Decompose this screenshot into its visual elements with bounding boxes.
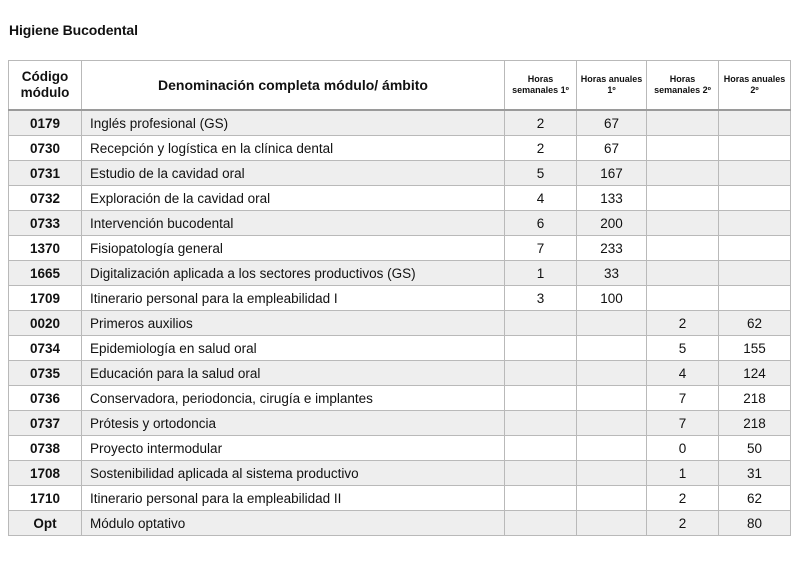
table-row xyxy=(9,311,791,336)
weekly-hours-1-cell xyxy=(505,336,577,361)
module-code-cell: 0738 xyxy=(9,436,82,461)
weekly-hours-2-cell: 2 xyxy=(647,486,719,511)
annual-hours-2-cell xyxy=(719,186,791,211)
page-title: Higiene Bucodental xyxy=(9,22,138,38)
module-code-cell: 0735 xyxy=(9,361,82,386)
annual-hours-2-cell: 218 xyxy=(719,386,791,411)
module-code-cell: 0731 xyxy=(9,161,82,186)
table-row xyxy=(9,161,791,186)
module-name-cell: Educación para la salud oral xyxy=(82,361,505,386)
module-name-cell: Fisiopatología general xyxy=(82,236,505,261)
table-row xyxy=(9,136,791,161)
table-header-row xyxy=(9,61,791,111)
annual-hours-2-cell: 50 xyxy=(719,436,791,461)
annual-hours-1-cell xyxy=(577,361,647,386)
annual-hours-1-cell: 67 xyxy=(577,110,647,136)
annual-hours-2-cell xyxy=(719,236,791,261)
table-row xyxy=(9,361,791,386)
module-name-cell: Estudio de la cavidad oral xyxy=(82,161,505,186)
module-name-cell: Primeros auxilios xyxy=(82,311,505,336)
table-row xyxy=(9,436,791,461)
weekly-hours-2-cell xyxy=(647,211,719,236)
table-row xyxy=(9,110,791,136)
module-name-cell: Epidemiología en salud oral xyxy=(82,336,505,361)
weekly-hours-1-cell xyxy=(505,311,577,336)
weekly-hours-2-cell: 5 xyxy=(647,336,719,361)
annual-hours-2-cell: 62 xyxy=(719,311,791,336)
weekly-hours-2-cell: 2 xyxy=(647,511,719,536)
header-weekly-1: Horas semanales 1º xyxy=(505,61,577,111)
module-code-cell: 1370 xyxy=(9,236,82,261)
annual-hours-2-cell xyxy=(719,136,791,161)
header-annual-1: Horas anuales 1º xyxy=(577,61,647,111)
annual-hours-2-cell xyxy=(719,261,791,286)
weekly-hours-2-cell xyxy=(647,186,719,211)
weekly-hours-2-cell: 1 xyxy=(647,461,719,486)
weekly-hours-2-cell xyxy=(647,110,719,136)
header-code: Código módulo xyxy=(9,61,82,111)
weekly-hours-2-cell xyxy=(647,236,719,261)
weekly-hours-1-cell: 2 xyxy=(505,136,577,161)
table-row xyxy=(9,386,791,411)
annual-hours-2-cell xyxy=(719,211,791,236)
module-code-cell: Opt xyxy=(9,511,82,536)
module-name-cell: Conservadora, periodoncia, cirugía e implantes xyxy=(82,386,505,411)
annual-hours-1-cell xyxy=(577,486,647,511)
weekly-hours-2-cell xyxy=(647,136,719,161)
annual-hours-2-cell xyxy=(719,161,791,186)
annual-hours-2-cell xyxy=(719,286,791,311)
annual-hours-1-cell: 33 xyxy=(577,261,647,286)
annual-hours-1-cell xyxy=(577,511,647,536)
table-row xyxy=(9,211,791,236)
weekly-hours-1-cell: 4 xyxy=(505,186,577,211)
annual-hours-2-cell xyxy=(719,110,791,136)
table-row xyxy=(9,336,791,361)
weekly-hours-1-cell: 7 xyxy=(505,236,577,261)
weekly-hours-2-cell: 7 xyxy=(647,386,719,411)
header-annual-2: Horas anuales 2º xyxy=(719,61,791,111)
weekly-hours-2-cell: 4 xyxy=(647,361,719,386)
module-name-cell: Exploración de la cavidad oral xyxy=(82,186,505,211)
weekly-hours-1-cell xyxy=(505,411,577,436)
weekly-hours-1-cell: 3 xyxy=(505,286,577,311)
weekly-hours-1-cell xyxy=(505,511,577,536)
annual-hours-2-cell: 62 xyxy=(719,486,791,511)
module-name-cell: Proyecto intermodular xyxy=(82,436,505,461)
weekly-hours-2-cell: 0 xyxy=(647,436,719,461)
module-name-cell: Itinerario personal para la empleabilidad II xyxy=(82,486,505,511)
weekly-hours-1-cell xyxy=(505,386,577,411)
module-code-cell: 0179 xyxy=(9,110,82,136)
table-row xyxy=(9,186,791,211)
annual-hours-1-cell xyxy=(577,411,647,436)
module-code-cell: 0736 xyxy=(9,386,82,411)
module-name-cell: Recepción y logística en la clínica dental xyxy=(82,136,505,161)
annual-hours-1-cell: 133 xyxy=(577,186,647,211)
annual-hours-2-cell: 218 xyxy=(719,411,791,436)
module-code-cell: 1710 xyxy=(9,486,82,511)
annual-hours-1-cell: 167 xyxy=(577,161,647,186)
table-row xyxy=(9,511,791,536)
module-name-cell: Prótesis y ortodoncia xyxy=(82,411,505,436)
module-name-cell: Digitalización aplicada a los sectores productivos (GS) xyxy=(82,261,505,286)
module-name-cell: Módulo optativo xyxy=(82,511,505,536)
annual-hours-1-cell xyxy=(577,311,647,336)
annual-hours-1-cell: 67 xyxy=(577,136,647,161)
weekly-hours-1-cell: 6 xyxy=(505,211,577,236)
table-body xyxy=(9,110,791,536)
module-code-cell: 0737 xyxy=(9,411,82,436)
annual-hours-1-cell xyxy=(577,461,647,486)
annual-hours-1-cell xyxy=(577,386,647,411)
table-row xyxy=(9,236,791,261)
module-code-cell: 0732 xyxy=(9,186,82,211)
weekly-hours-1-cell xyxy=(505,461,577,486)
weekly-hours-2-cell xyxy=(647,261,719,286)
weekly-hours-1-cell: 5 xyxy=(505,161,577,186)
module-name-cell: Intervención bucodental xyxy=(82,211,505,236)
module-code-cell: 0730 xyxy=(9,136,82,161)
annual-hours-1-cell: 200 xyxy=(577,211,647,236)
module-code-cell: 1708 xyxy=(9,461,82,486)
weekly-hours-1-cell: 2 xyxy=(505,110,577,136)
module-name-cell: Itinerario personal para la empleabilidad I xyxy=(82,286,505,311)
annual-hours-2-cell: 124 xyxy=(719,361,791,386)
table-row xyxy=(9,411,791,436)
weekly-hours-1-cell: 1 xyxy=(505,261,577,286)
module-code-cell: 0020 xyxy=(9,311,82,336)
header-name: Denominación completa módulo/ ámbito xyxy=(82,61,505,111)
annual-hours-2-cell: 80 xyxy=(719,511,791,536)
weekly-hours-2-cell xyxy=(647,286,719,311)
annual-hours-1-cell xyxy=(577,336,647,361)
module-code-cell: 1709 xyxy=(9,286,82,311)
weekly-hours-1-cell xyxy=(505,486,577,511)
module-code-cell: 0734 xyxy=(9,336,82,361)
module-code-cell: 0733 xyxy=(9,211,82,236)
table-row xyxy=(9,486,791,511)
weekly-hours-2-cell xyxy=(647,161,719,186)
modules-table xyxy=(8,60,791,536)
annual-hours-2-cell: 155 xyxy=(719,336,791,361)
annual-hours-1-cell: 100 xyxy=(577,286,647,311)
weekly-hours-2-cell: 2 xyxy=(647,311,719,336)
header-weekly-2: Horas semanales 2º xyxy=(647,61,719,111)
annual-hours-1-cell xyxy=(577,436,647,461)
weekly-hours-2-cell: 7 xyxy=(647,411,719,436)
module-name-cell: Inglés profesional (GS) xyxy=(82,110,505,136)
table-row xyxy=(9,261,791,286)
annual-hours-1-cell: 233 xyxy=(577,236,647,261)
module-name-cell: Sostenibilidad aplicada al sistema productivo xyxy=(82,461,505,486)
weekly-hours-1-cell xyxy=(505,361,577,386)
module-code-cell: 1665 xyxy=(9,261,82,286)
table-row xyxy=(9,461,791,486)
annual-hours-2-cell: 31 xyxy=(719,461,791,486)
table-row xyxy=(9,286,791,311)
weekly-hours-1-cell xyxy=(505,436,577,461)
